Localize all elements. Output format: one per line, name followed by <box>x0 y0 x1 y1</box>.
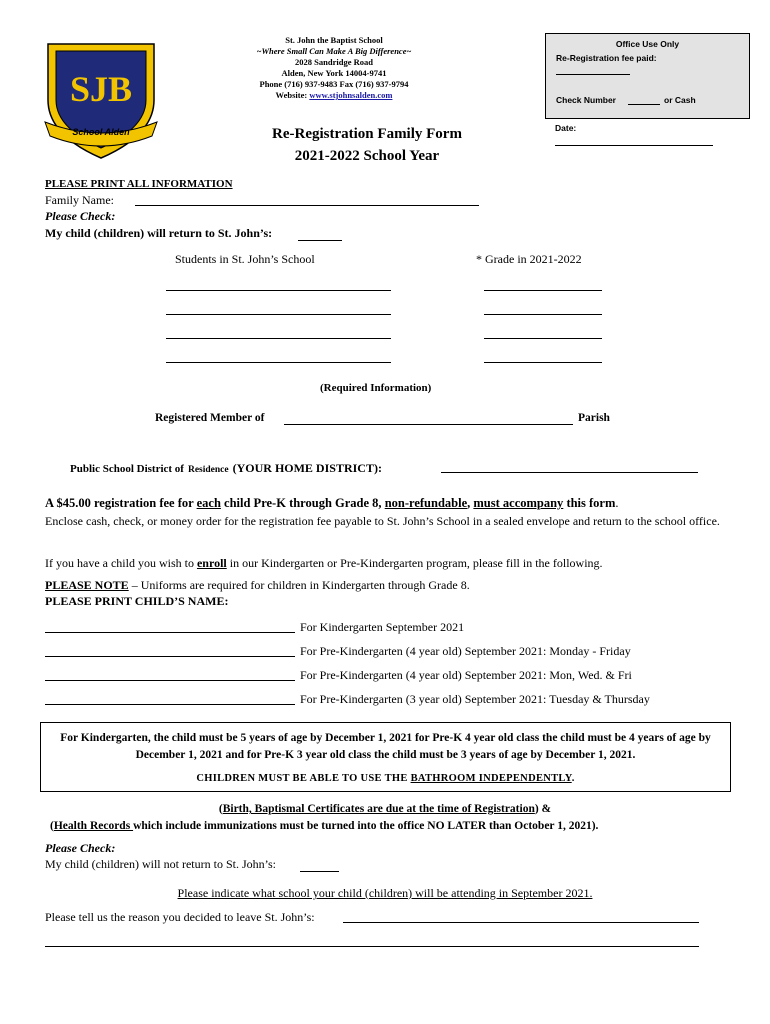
office-date-line[interactable] <box>555 145 713 146</box>
please-note-label: PLEASE NOTE <box>45 578 129 592</box>
parish-field[interactable] <box>284 424 573 425</box>
form-title-line1: Re-Registration Family Form <box>272 126 462 142</box>
students-column-header: Students in St. John’s School <box>175 252 315 266</box>
fee-nonrefundable: non-refundable <box>384 496 468 510</box>
enroll-word: enroll <box>196 556 227 570</box>
health-records: Health Records <box>53 820 134 832</box>
program-prek4-mwf: For Pre-Kindergarten (4 year old) September 2021: Mon, Wed. & Fri <box>300 668 632 682</box>
check-number-line[interactable] <box>628 104 660 105</box>
form-title-line2: 2021-2022 School Year <box>294 148 440 164</box>
uniform-note <box>45 578 470 593</box>
grade-line[interactable] <box>484 362 602 363</box>
parish-prefix: Registered Member of <box>155 412 265 424</box>
school-motto: ~Where Small Can Make A Big Difference~ <box>256 46 412 56</box>
school-phone: Phone (716) 937-9483 Fax (716) 937-9794 <box>259 79 409 89</box>
enroll-text <box>45 556 603 571</box>
child-name-line[interactable] <box>45 704 295 705</box>
not-return-label: My child (children) will not return to St. John’s: <box>45 857 276 871</box>
office-or-cash: or Cash <box>664 95 696 105</box>
student-name-line[interactable] <box>166 290 391 291</box>
indicate-school: Please indicate what school your child (children) will be attending in September 2021. <box>177 886 593 900</box>
office-title: Office Use Only <box>615 39 680 49</box>
fee-text: , <box>467 496 474 510</box>
print-child-name: PLEASE PRINT CHILD’S NAME: <box>45 594 229 608</box>
grade-line[interactable] <box>484 290 602 291</box>
fee-paid-line[interactable] <box>556 74 630 75</box>
school-logo <box>42 40 160 162</box>
not-return-check[interactable] <box>300 871 339 872</box>
bathroom-period: . <box>571 773 575 784</box>
website-link[interactable]: www.stjohnsalden.com <box>309 90 393 100</box>
child-name-line[interactable] <box>45 656 295 657</box>
district-field[interactable] <box>441 472 698 473</box>
required-info: (Required Information) <box>320 382 432 394</box>
district-home: (YOUR HOME DISTRICT): <box>232 461 382 475</box>
program-kindergarten: For Kindergarten September 2021 <box>300 620 465 634</box>
reason-field[interactable] <box>343 922 699 923</box>
form-title <box>218 123 516 167</box>
family-name-field[interactable] <box>135 205 479 206</box>
certificates-line <box>0 803 770 815</box>
fee-each: each <box>196 496 221 510</box>
office-date-label: Date: <box>555 123 577 133</box>
grade-line[interactable] <box>484 338 602 339</box>
fee-text: this form <box>563 496 616 510</box>
child-name-line[interactable] <box>45 680 295 681</box>
uniform-note-text: – Uniforms are required for children in Kindergarten through Grade 8. <box>128 578 470 592</box>
health-records-text: which include immunizations must be turned into the office NO LATER than October 1, 2021). <box>133 820 599 832</box>
bathroom-note <box>41 773 730 784</box>
office-use-box <box>545 33 750 119</box>
enroll-part: in our Kindergarten or Pre-Kindergarten program, please fill in the following. <box>226 556 603 570</box>
district-label <box>70 459 382 477</box>
fee-enclose: Enclose cash, check, or money order for the registration fee payable to St. John’s School in a sealed envelope and return to the school office. <box>45 514 720 528</box>
enroll-part: If you have a child you wish to <box>45 556 197 570</box>
grade-column-header: * Grade in 2021-2022 <box>476 252 582 266</box>
school-city: Alden, New York 14004-9741 <box>281 68 387 78</box>
family-name-label: Family Name: <box>45 193 114 207</box>
logo-banner: School Alden <box>72 127 130 137</box>
bathroom-independently: BATHROOM INDEPENDENTLY <box>410 773 572 784</box>
child-name-line[interactable] <box>45 632 295 633</box>
program-prek4-mf: For Pre-Kindergarten (4 year old) September 2021: Monday - Friday <box>300 644 631 658</box>
student-name-line[interactable] <box>166 338 391 339</box>
please-check-leaving: Please Check: <box>45 841 116 855</box>
student-name-line[interactable] <box>166 314 391 315</box>
school-address: 2028 Sandridge Road <box>295 57 373 67</box>
office-fee-paid: Re-Registration fee paid: <box>556 53 657 63</box>
age-requirements-text: For Kindergarten, the child must be 5 years of age by December 1, 2021 for Pre-K 4 year old class the child must be 4 years of age by December 1, 2021 and for Pre-K 3 year old class the child must be 3 years of age by December 1, 2021. <box>60 732 711 761</box>
bathroom-text: CHILDREN MUST BE ABLE TO USE THE <box>196 773 411 784</box>
district-prefix: Public School District of <box>70 463 184 475</box>
logo-letters: SJB <box>69 69 133 109</box>
district-residence: Residence <box>187 465 229 475</box>
fee-text: A $45.00 registration fee for <box>45 496 197 510</box>
health-paren: ( <box>50 820 54 832</box>
fee-text: child Pre-K through Grade 8, <box>220 496 385 510</box>
fee-statement <box>45 496 619 511</box>
print-all-info: PLEASE PRINT ALL INFORMATION <box>45 178 233 190</box>
cert-paren: ( <box>218 803 223 815</box>
please-check-label: Please Check: <box>45 209 116 223</box>
will-return-check[interactable] <box>298 240 342 241</box>
office-check-number: Check Number <box>556 95 616 105</box>
will-return-label: My child (children) will return to St. John’s: <box>45 226 273 240</box>
fee-period: . <box>615 496 619 510</box>
birth-certificates: Birth, Baptismal Certificates are due at the time of Registration <box>222 803 535 815</box>
program-prek3-tt: For Pre-Kindergarten (3 year old) September 2021: Tuesday & Thursday <box>300 692 650 706</box>
cert-paren: ) & <box>534 803 552 815</box>
health-records-line <box>50 820 598 832</box>
grade-line[interactable] <box>484 314 602 315</box>
parish-suffix: Parish <box>578 412 610 424</box>
reason-label: Please tell us the reason you decided to leave St. John’s: <box>45 910 315 924</box>
student-name-line[interactable] <box>166 362 391 363</box>
school-header <box>218 35 450 101</box>
age-requirements-box <box>40 722 731 792</box>
school-name: St. John the Baptist School <box>285 35 383 45</box>
reason-field-line2[interactable] <box>45 946 699 947</box>
website-label: Website: <box>275 90 308 100</box>
fee-must-accompany: must accompany <box>473 496 564 510</box>
